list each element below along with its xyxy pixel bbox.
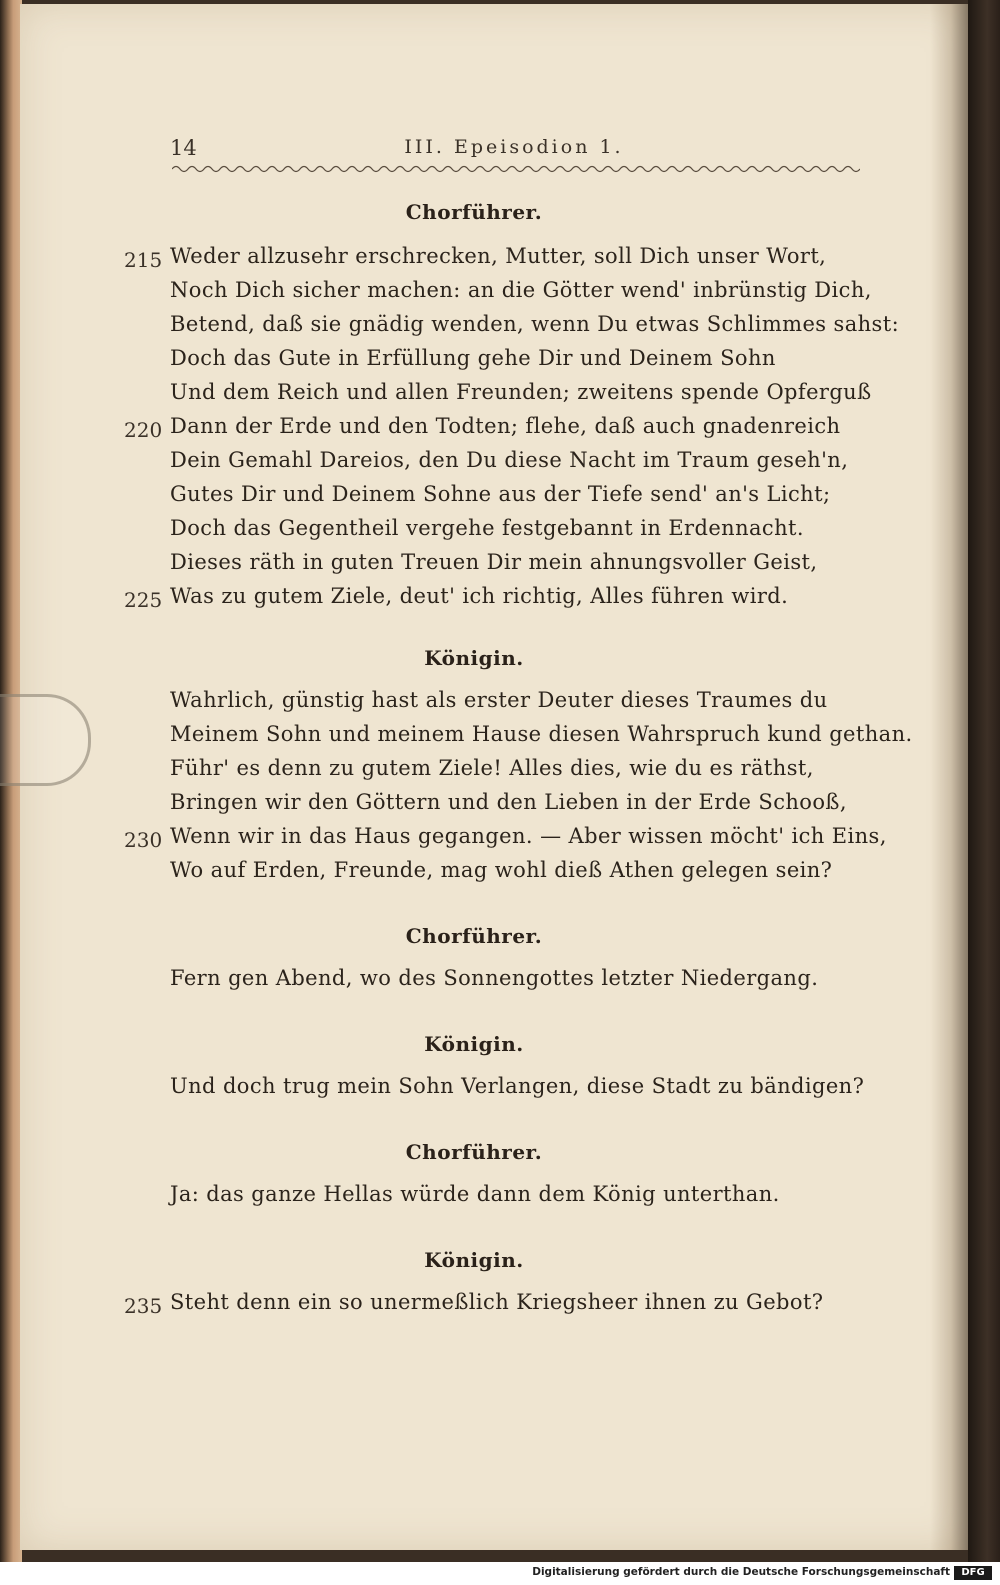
verse-line: Doch das Gegentheil vergehe festgebannt in Erdennacht.: [170, 516, 804, 540]
speaker-heading: Chorführer.: [405, 200, 543, 224]
book-page: [20, 4, 968, 1550]
speaker-heading: Königin.: [424, 646, 524, 670]
verse-line: Weder allzusehr erschrecken, Mutter, soll Dich unser Wort,: [170, 244, 827, 268]
line-number: 235: [124, 1294, 163, 1318]
verse-line: Führ' es denn zu gutem Ziele! Alles dies, wie du es räthst,: [170, 756, 814, 780]
line-number: 225: [124, 588, 163, 612]
verse-line: Dein Gemahl Dareios, den Du diese Nacht im Traum geseh'n,: [170, 448, 849, 472]
verse-line: Steht denn ein so unermeßlich Kriegsheer ihnen zu Gebot?: [170, 1290, 824, 1314]
page-header: [170, 134, 858, 164]
page-number: 14: [170, 136, 197, 160]
page-gutter-shadow: [930, 4, 968, 1550]
verse-line: Meinem Sohn und meinem Hause diesen Wahrspruch kund gethan.: [170, 722, 913, 746]
verse-line: Und dem Reich und allen Freunden; zweitens spende Opferguß: [170, 380, 872, 404]
verse-line: Noch Dich sicher machen: an die Götter wend' inbrünstig Dich,: [170, 278, 872, 302]
running-title: III. Epeisodion 1.: [404, 136, 624, 158]
verse-line: Fern gen Abend, wo des Sonnengottes letzter Niedergang.: [170, 966, 819, 990]
speaker-heading: Königin.: [424, 1032, 524, 1056]
verse-line: Was zu gutem Ziele, deut' ich richtig, Alles führen wird.: [170, 584, 789, 608]
verse-line: Dann der Erde und den Todten; flehe, daß auch gnadenreich: [170, 414, 841, 438]
dfg-logo: DFG: [954, 1566, 992, 1580]
line-number: 230: [124, 828, 163, 852]
clip-marker: [0, 694, 91, 786]
funding-note: Digitalisierung gefördert durch die Deutsche Forschungsgemeinschaft: [532, 1566, 950, 1578]
speaker-heading: Chorführer.: [405, 924, 543, 948]
speaker-heading: Chorführer.: [405, 1140, 543, 1164]
verse-line: Bringen wir den Göttern und den Lieben in der Erde Schooß,: [170, 790, 847, 814]
verse-line: Wenn wir in das Haus gegangen. — Aber wissen möcht' ich Eins,: [170, 824, 887, 848]
verse-line: Dieses räth in guten Treuen Dir mein ahnungsvoller Geist,: [170, 550, 818, 574]
verse-line: Gutes Dir und Deinem Sohne aus der Tiefe send' an's Licht;: [170, 482, 831, 506]
verse-line: Ja: das ganze Hellas würde dann dem König unterthan.: [170, 1182, 780, 1206]
verse-line: Wahrlich, günstig hast als erster Deuter dieses Traumes du: [170, 688, 828, 712]
verse-line: Doch das Gute in Erfüllung gehe Dir und Deinem Sohn: [170, 346, 776, 370]
digitization-footer: [0, 1562, 1000, 1585]
line-number: 220: [124, 418, 163, 442]
verse-line: Und doch trug mein Sohn Verlangen, diese Stadt zu bändigen?: [170, 1074, 865, 1098]
line-number: 215: [124, 248, 163, 272]
verse-line: Wo auf Erden, Freunde, mag wohl dieß Athen gelegen sein?: [170, 858, 833, 882]
decorative-wave-rule: [172, 164, 860, 174]
speaker-heading: Königin.: [424, 1248, 524, 1272]
verse-line: Betend, daß sie gnädig wenden, wenn Du etwas Schlimmes sahst:: [170, 312, 900, 336]
book-right-edge: [968, 0, 1000, 1562]
